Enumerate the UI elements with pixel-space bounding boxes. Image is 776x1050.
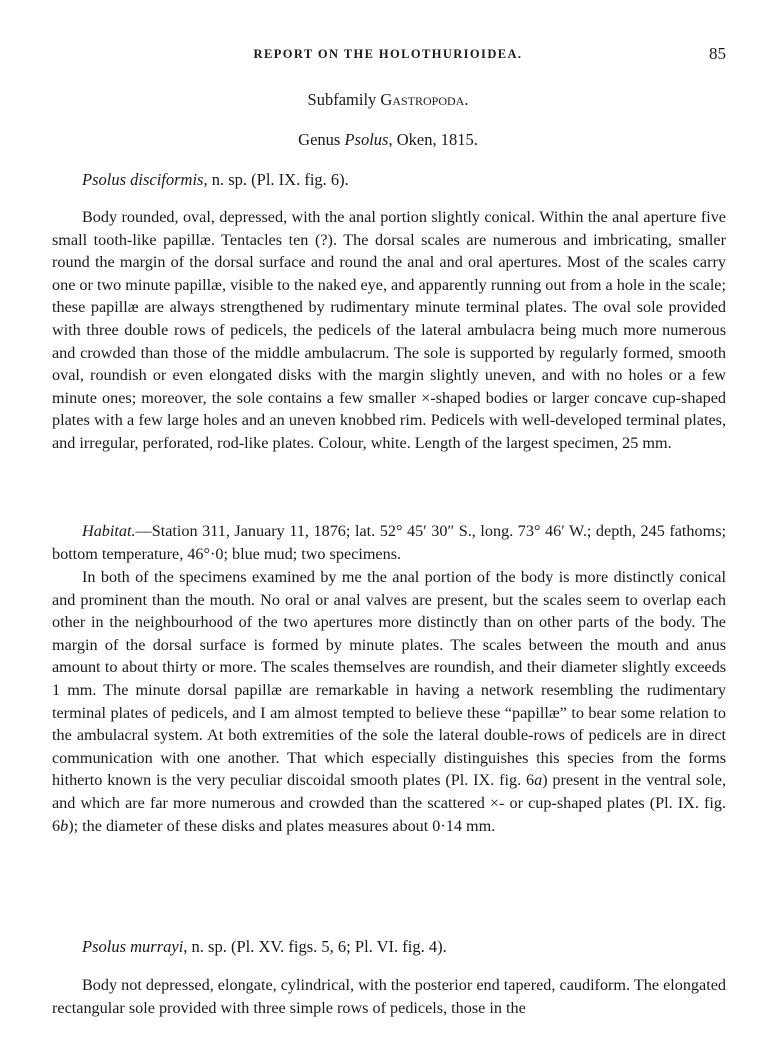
figure-ref-a: a	[534, 771, 543, 790]
species-heading-murrayi	[82, 937, 447, 957]
species-reference: , n. sp. (Pl. IX. fig. 6).	[203, 170, 349, 189]
genus-name: Psolus	[344, 130, 389, 149]
habitat-paragraph	[52, 520, 726, 565]
running-title: REPORT ON THE HOLOTHURIOIDEA.	[253, 47, 523, 61]
figure-ref-b: b	[60, 816, 69, 835]
remarks-paragraph	[52, 566, 726, 837]
species-description: Body rounded, oval, depressed, with the anal portion slightly conical. Within the anal aperture five small tooth-like papillæ. Tentacles ten (?). The dorsal scales are numerous and imbricating, smaller round the margin of the dorsal surface and round the anal and oral apertures. Most of the scales carry one or two minute papillæ, visible to the naked eye, and apparently running out from a hole in the scale; these papillæ are always strengthened by rudimentary minute terminal plates. The oval sole provided with three double rows of pedicels, the pedicels of the lateral ambulacra being much more numerous and crowded than those of the middle ambulacrum. The sole is supported by regularly formed, smooth oval, roundish or even elongated disks with the margin slightly uneven, and with no holes or a few minute ones; moreover, the sole contains a few smaller ×-shaped bodies or larger concave cup-shaped plates with a few large holes and an uneven knobbed rim. Pedicels with well-developed terminal plates, and irregular, perforated, rod-like plates. Colour, white. Length of the largest specimen, 25 mm.	[52, 208, 726, 452]
habitat-text: —Station 311, January 11, 1876; lat. 52° 45′ 30″ S., long. 73° 46′ W.; depth, 245 fathoms; bottom temperature, 46°·0; blue mud; two specimens.	[52, 522, 726, 563]
species-description: Body not depressed, elongate, cylindrical, with the posterior end tapered, caudiform. The elongated rectangular sole provided with three simple rows of pedicels, those in the	[52, 976, 726, 1017]
species-name: Psolus disciformis	[82, 170, 204, 189]
habitat-label: Habitat.	[82, 522, 136, 540]
genus-heading	[0, 130, 776, 150]
remarks-text-2: ) present in the ventral sole, and which are far more numerous and crowded than the scattered ×- or cup-shaped plates (Pl. IX. fig. 6	[52, 771, 726, 835]
subfamily-heading	[0, 90, 776, 110]
subfamily-prefix: Subfamily	[307, 90, 381, 109]
remarks-text-3: ); the diameter of these disks and plates measures about 0·14 mm.	[68, 816, 496, 835]
subfamily-name: Gastropoda.	[380, 90, 469, 109]
page-header	[0, 44, 776, 66]
species-reference: , n. sp. (Pl. XV. figs. 5, 6; Pl. VI. fig. 4).	[183, 937, 447, 956]
remarks-text-1: In both of the specimens examined by me the anal portion of the body is more distinctly conical and prominent than the mouth. No oral or anal valves are present, but the scales seem to overlap each other in the neighbourhood of the two apertures more distinctly than on other parts of the body. The margin of the dorsal surface is formed by minute plates. The scales between the mouth and anus amount to about thirty or more. The scales themselves are roundish, and their diameter slightly exceeds 1 mm. The minute dorsal papillæ are remarkable in having a network resembling the rudimentary terminal plates of pedicels, and I am almost tempted to believe these “papillæ” to bear some relation to the ambulacral system. At both extremities of the sole the lateral double-rows of pedicels are in direct communication with one another. That which especially distinguishes this species from the forms hitherto known is the very peculiar discoidal smooth plates (Pl. IX. fig. 6	[52, 568, 726, 790]
species-heading-disciformis	[82, 170, 349, 190]
genus-prefix: Genus	[298, 130, 345, 149]
page-number: 85	[709, 44, 726, 63]
species-name: Psolus murrayi	[82, 937, 184, 956]
genus-suffix: , Oken, 1815.	[388, 130, 478, 149]
